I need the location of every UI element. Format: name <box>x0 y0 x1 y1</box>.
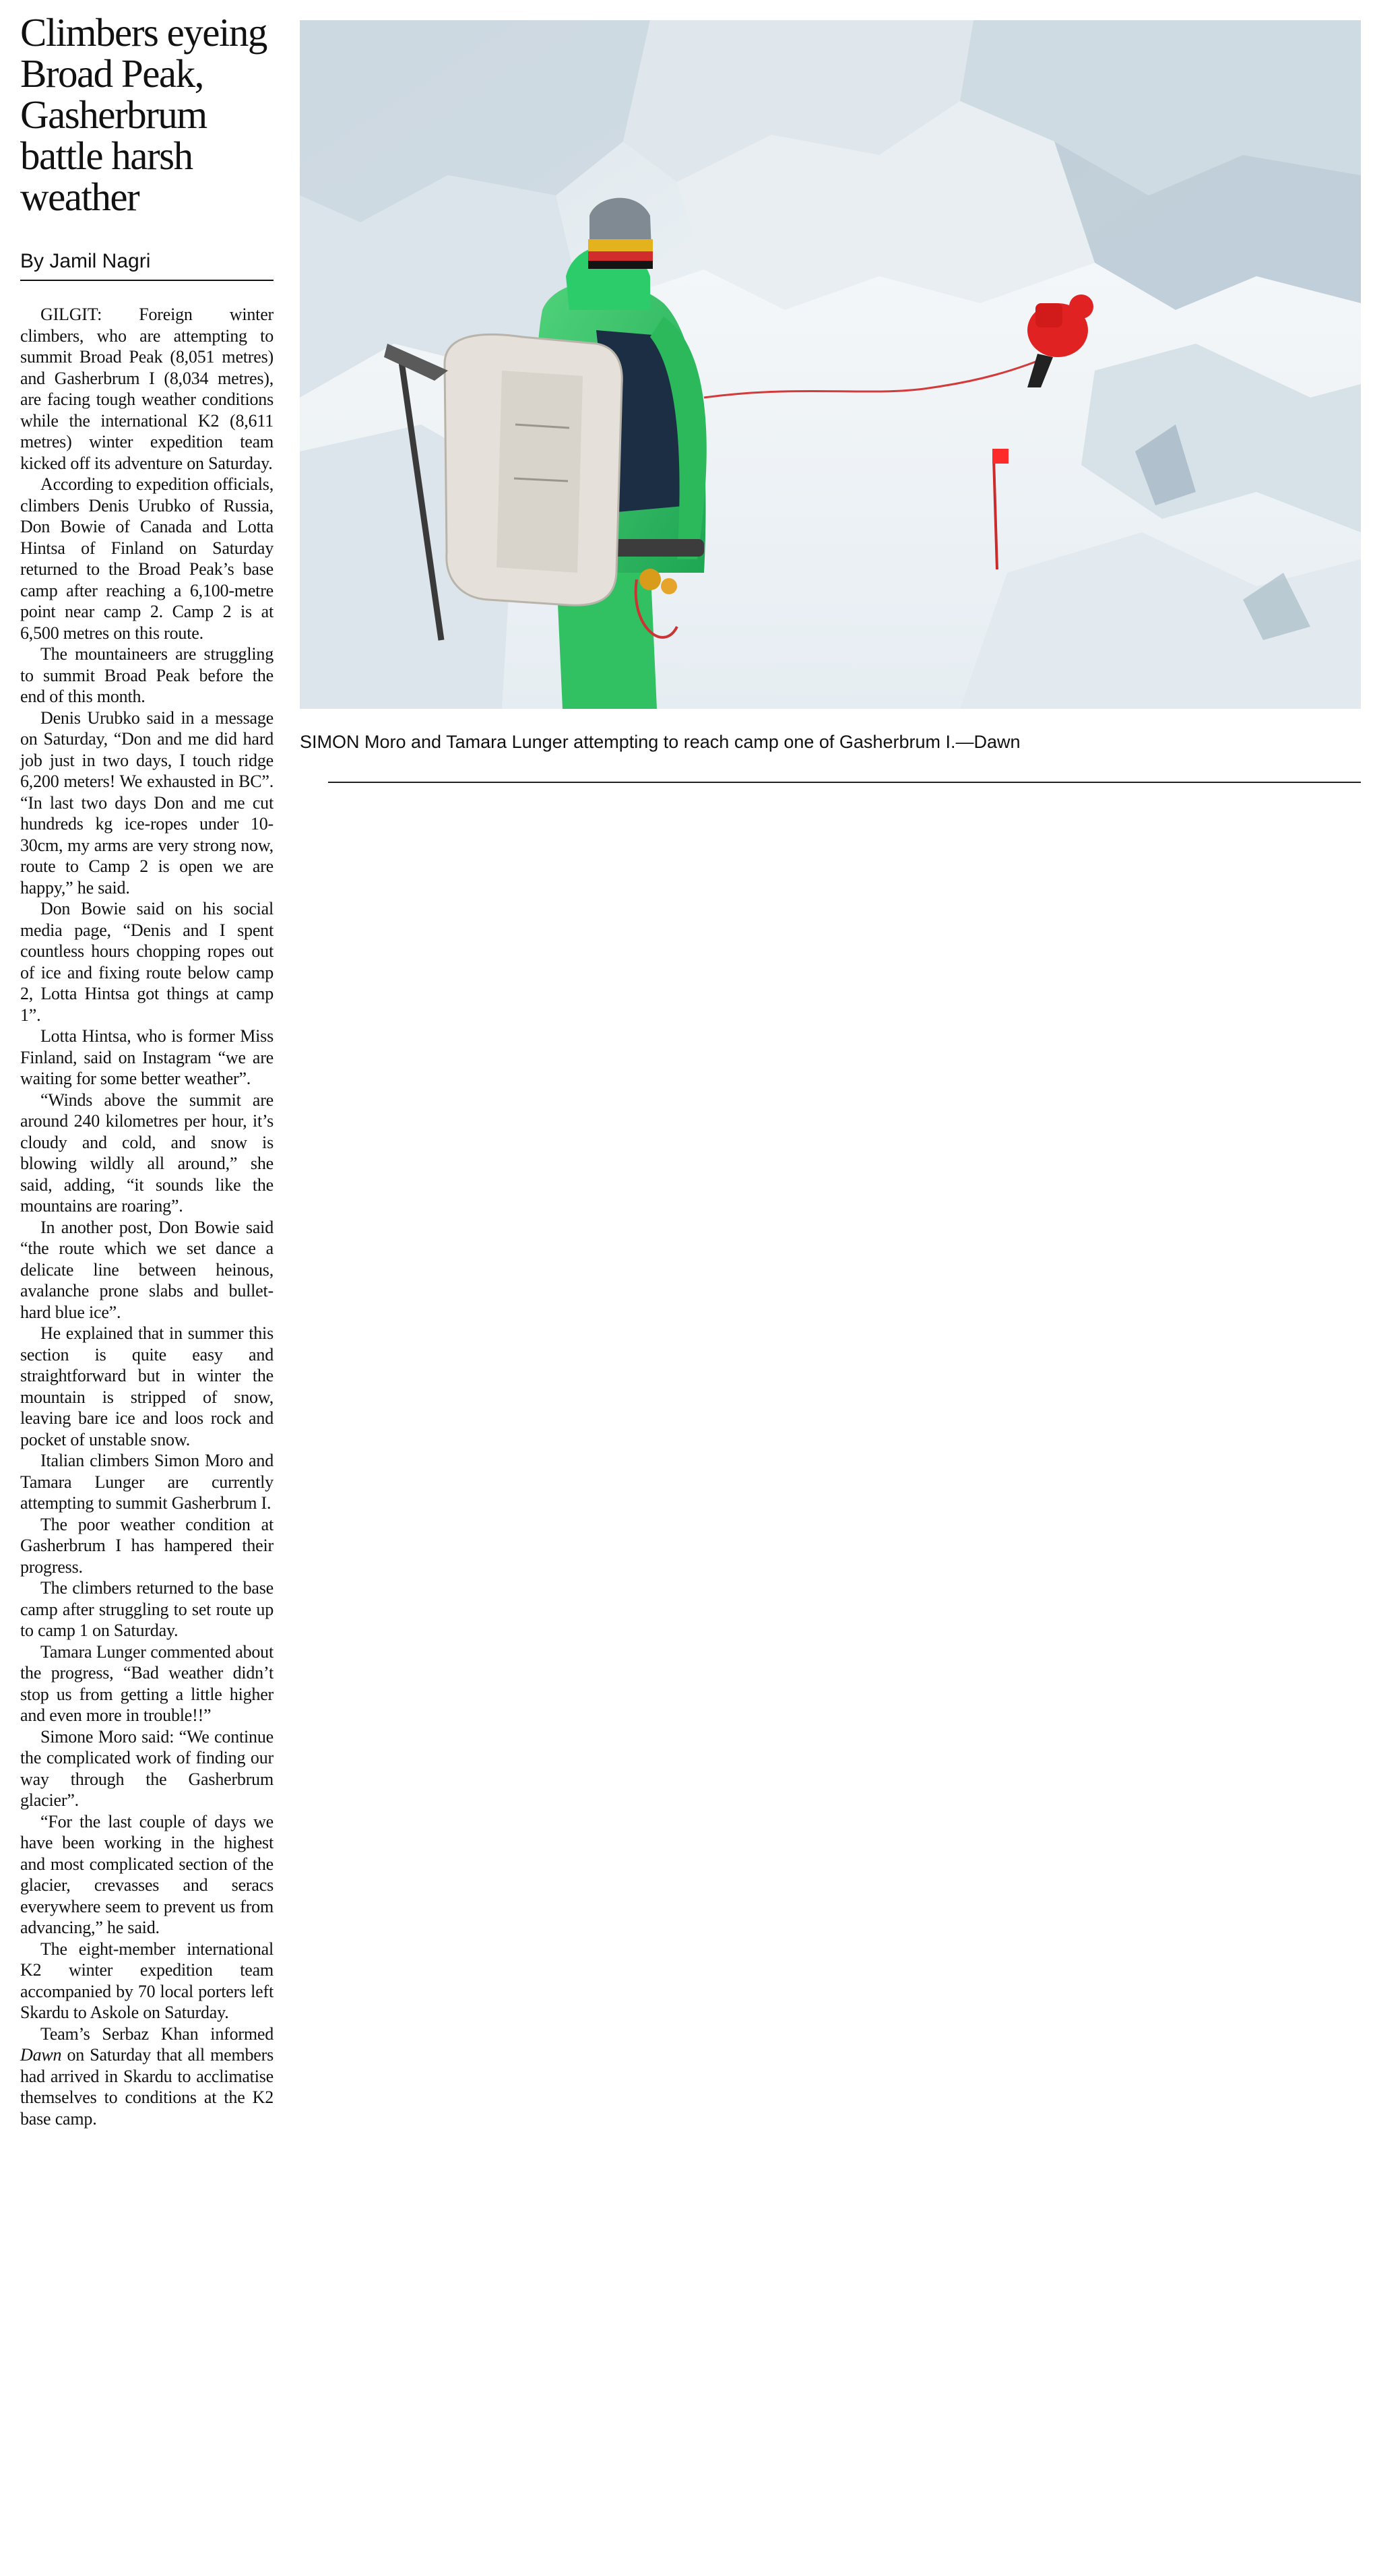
article-column <box>20 12 274 2129</box>
text-run: on Saturday that all members had arrived in Skardu to acclimatise themselves to conditions at the K2 base camp. <box>20 2045 274 2129</box>
paragraph: According to expedition officials, climbers Denis Urubko of Russia, Don Bowie of Canada and Lotta Hintsa of Finland on Saturday returned to the Broad Peak’s base camp after reaching a 6,100-metre point near camp 2. Camp 2 is at 6,500 metres on this route. <box>20 474 274 643</box>
photo-climbers-on-glacier <box>300 20 1361 709</box>
byline: By Jamil Nagri <box>20 250 274 281</box>
paragraph: Denis Urubko said in a message on Saturday, “Don and me did hard job just in two days, I touch ridge 6,200 meters! We exhausted in BC”. “In last two days Don and me cut hundreds kg ice-ropes under 10-30cm, my arms are very strong now, route to Camp 2 is open we are happy,” he said. <box>20 708 274 898</box>
paragraph: Simone Moro said: “We continue the complicated work of finding our way through the Gasherbrum glacier”. <box>20 1726 274 1810</box>
paragraph: The poor weather condition at Gasherbrum I has hampered their progress. <box>20 1514 274 1577</box>
newspaper-name: Dawn <box>20 2045 62 2065</box>
paragraph: The eight-member international K2 winter expedition team accompanied by 70 local porters left Skardu to Askole on Saturday. <box>20 1939 274 2022</box>
paragraph: GILGIT: Foreign winter climbers, who are attempting to summit Broad Peak (8,051 metres) and Gasherbrum I (8,034 metres), are facing tough weather conditions while the international K2 (8,611 metres) winter expedition team kicked off its adventure on Saturday. <box>20 305 274 473</box>
paragraph-last <box>20 2023 274 2130</box>
paragraph: The climbers returned to the base camp after struggling to set route up to camp 1 on Saturday. <box>20 1578 274 1640</box>
paragraph: Tamara Lunger commented about the progress, “Bad weather didn’t stop us from getting a little higher and even more in trouble!!” <box>20 1641 274 1725</box>
paragraph: He explained that in summer this section is quite easy and straightforward but in winter the mountain is stripped of snow, leaving bare ice and loos rock and pocket of unstable snow. <box>20 1323 274 1449</box>
headline: Climbers eyeing Broad Peak, Gasherbrum battle harsh weather <box>20 10 267 219</box>
text-run: Team’s Serbaz Khan informed <box>40 2023 274 2044</box>
paragraph: “For the last couple of days we have been working in the highest and most complicated section of the glacier, crevasses and seracs everywhere seem to prevent us from advancing,” he said. <box>20 1811 274 1937</box>
paragraph: Italian climbers Simon Moro and Tamara Lunger are currently attempting to summit Gasherbrum I. <box>20 1451 274 1513</box>
article-body <box>20 304 274 2129</box>
paragraph: The mountaineers are struggling to summit Broad Peak before the end of this month. <box>20 644 274 706</box>
paragraph: In another post, Don Bowie said “the route which we set dance a delicate line between heinous, avalanche prone slabs and bullet-hard blue ice”. <box>20 1217 274 1322</box>
divider-rule <box>328 782 1361 783</box>
paragraph: Lotta Hintsa, who is former Miss Finland, said on Instagram “we are waiting for some better weather”. <box>20 1026 274 1088</box>
photo-caption: SIMON Moro and Tamara Lunger attempting to reach camp one of Gasherbrum I.—Dawn <box>300 732 1021 752</box>
paragraph: “Winds above the summit are around 240 kilometres per hour, it’s cloudy and cold, and snow is blowing wildly all around,” she said, adding, “it sounds like the mountains are roaring”. <box>20 1090 274 1216</box>
paragraph: Don Bowie said on his social media page, “Denis and I spent countless hours chopping ropes out of ice and fixing route below camp 2, Lotta Hintsa got things at camp 1”. <box>20 899 274 1025</box>
